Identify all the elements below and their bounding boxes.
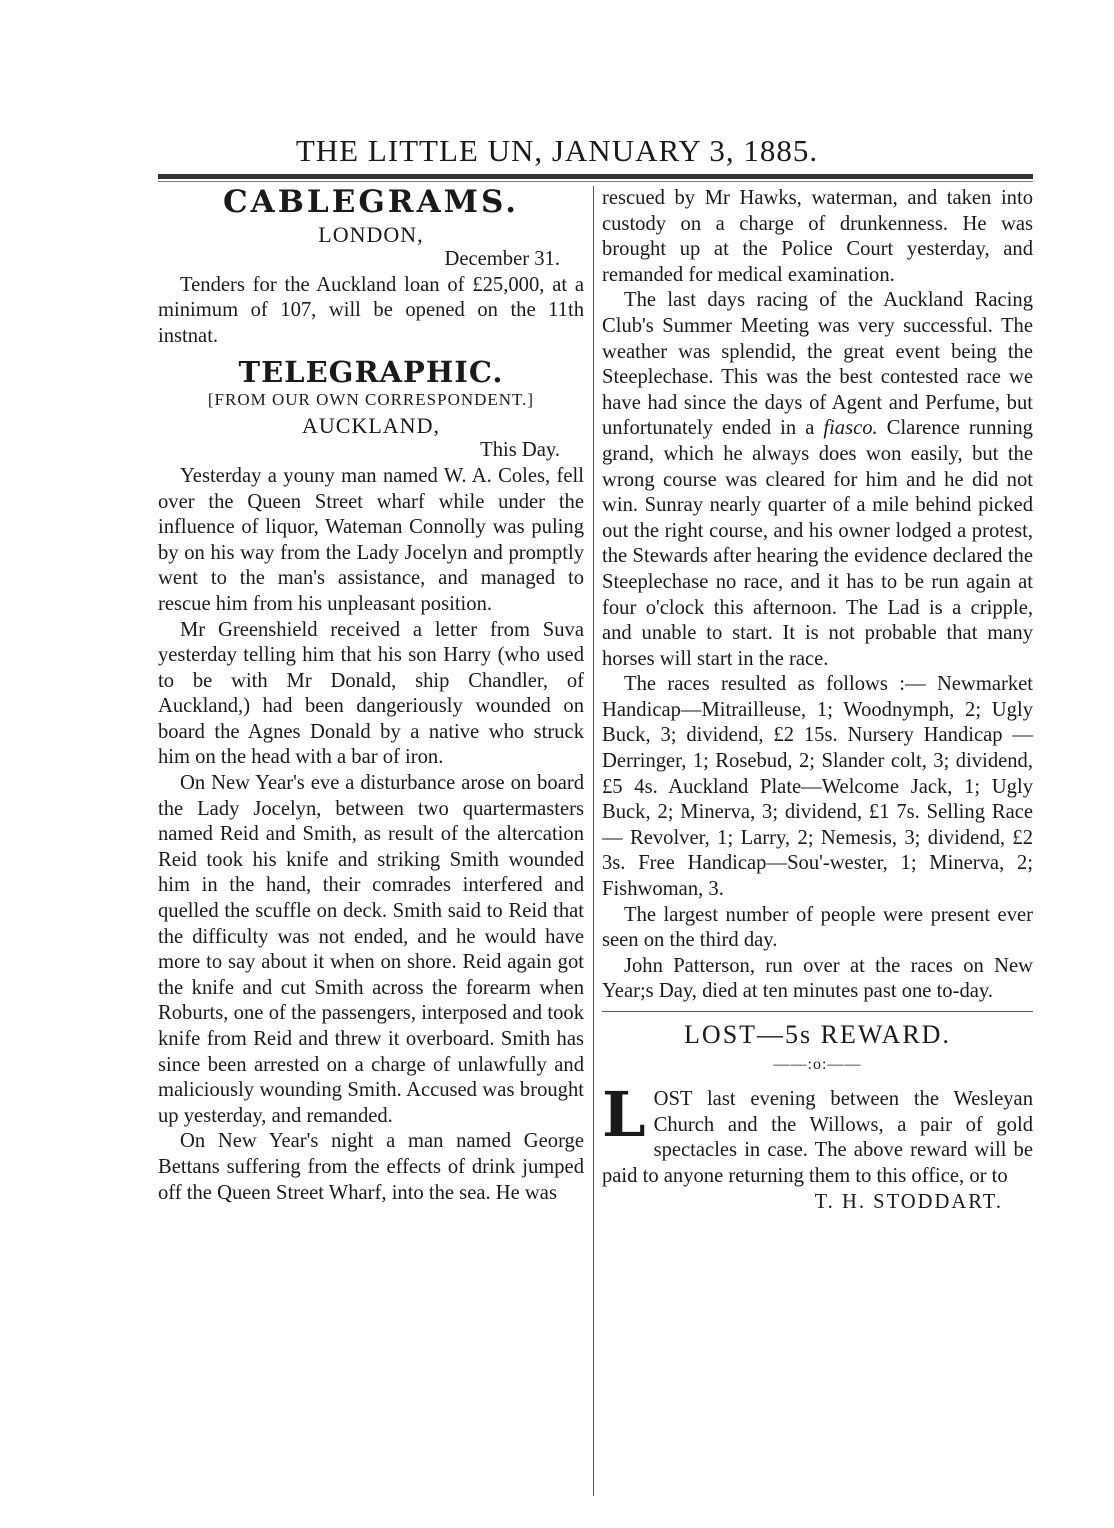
lost-signature: T. H. STODDART. (814, 1190, 1003, 1213)
racing-paragraph (602, 288, 1033, 672)
telegraphic-date: This Day. (480, 439, 560, 462)
telegraphic-paragraph-3: On New Year's eve a disturbance arose on board the Lady Jocelyn, between two quartermasters named Reid and Smith, as result of the altercation Reid took his knife and striking Smith wounded him in the hand, their comrades interfered and quelled the scuffle on deck. Smith said to Reid that the difficulty was not ended, and he would have more to say about it when on shore. Reid again got the knife and cut Smith across the forearm when Roburts, one of the passengers, interposed and took knife from Reid and threw it overboard. Smith has since been arrested on a charge of unlawfully and maliciously wounding Smith. Accused was brought up yesterday, and remanded. (158, 772, 584, 1127)
lost-notice (602, 1078, 1033, 1189)
telegraphic-place: AUCKLAND, (302, 412, 440, 438)
patterson-paragraph: John Patterson, run over at the races on New Year;s Day, died at ten minutes past one to-day. (602, 954, 1033, 1003)
telegraphic-source: [FROM OUR OWN CORRESPONDENT.] (207, 390, 535, 410)
masthead: THE LITTLE UN, JANUARY 3, 1885. (295, 133, 819, 168)
lost-body: OST last evening between the Wesleyan Church and the Willows, a pair of gold spectacles in case. The above reward will be paid to anyone returning them to this office, or to (602, 1088, 1033, 1187)
cablegrams-date: December 31. (444, 248, 560, 271)
racing-text-post: Clarence running grand, which he always does won easily, but the wrong course was cleared for him and he did not win. Sunray nearly quarter of a mile behind picked out the right course, and his owner lodged a protest, the Stewards after hearing the evidence declared the Steeplechase no race, and it has to be run again at four o'clock this afternoon. The Lad is a cripple, and unable to start. It is not probable that many horses will start in the race. (602, 417, 1033, 670)
telegraphic-heading: TELEGRAPHIC. (238, 354, 504, 389)
left-column (158, 186, 584, 1206)
cablegrams-place: LONDON, (318, 221, 424, 247)
section-rule (602, 1011, 1033, 1012)
lost-heading: LOST—5s REWARD. (684, 1020, 951, 1049)
race-results-paragraph: The races resulted as follows :— Newmarket Handicap—Mitrailleuse, 1; Woodnymph, 2; Ugly Buck, 3; dividend, £2 15s. Nursery Handicap —Derringer, 1; Rosebud, 2; Slander colt, 3; dividend, £5 4s. Auckland Plate—Welcome Jack, 1; Ugly Buck, 2; Minerva, 3; dividend, £1 7s. Selling Race — Revolver, 1; Larry, 2; Nemesis, 3; dividend, £2 3s. Free Handicap—Sou'-wester, 1; Minerva, 2; Fishwoman, 3. (602, 673, 1033, 901)
right-column (602, 186, 1033, 1215)
lost-ornament: ——:o:—— (773, 1055, 862, 1073)
masthead-rule (158, 174, 1033, 179)
racing-text-emphasis: fiasco. (823, 417, 878, 440)
telegraphic-paragraph-1: Yesterday a youny man named W. A. Coles, fell over the Queen Street wharf while under the influence of liquor, Wateman Connolly was puling by on his way from the Lady Jocelyn and promptly went to the man's assistance, and managed to rescue him from his unpleasant position. (158, 464, 584, 615)
cablegrams-body: Tenders for the Auckland loan of £25,000, at a minimum of 107, will be opened on the 11th instnat. (158, 273, 584, 347)
telegraphic-paragraph-2: Mr Greenshield received a letter from Suva yesterday telling him that his son Harry (who used to be with Mr Donald, ship Chandler, of Auckland,) had been dangeriously wounded on board the Agnes Donald by a native who struck him on the head with a bar of iron. (158, 618, 584, 769)
cablegrams-heading: CABLEGRAMS. (222, 184, 520, 220)
continuation-paragraph: rescued by Mr Hawks, waterman, and taken into custody on a charge of drunkenness. He was brought up at the Police Court yesterday, and remanded for medical examination. (602, 187, 1033, 286)
telegraphic-paragraph-4: On New Year's night a man named George Bettans suffering from the effects of drink jumped off the Queen Street Wharf, into the sea. He was (158, 1130, 584, 1204)
racing-text-pre: The last days racing of the Auckland Racing Club's Summer Meeting was very successful. The weather was splendid, the great event being the Steeplechase. This was the best contested race we have had since the days of Agent and Perfume, but unfortunately ended in a (602, 289, 1033, 440)
largest-crowd-paragraph: The largest number of people were present ever seen on the third day. (602, 903, 1033, 952)
lost-dropcap: L (602, 1078, 646, 1152)
masthead-rule-thin (158, 181, 1033, 182)
column-divider (593, 186, 594, 1496)
